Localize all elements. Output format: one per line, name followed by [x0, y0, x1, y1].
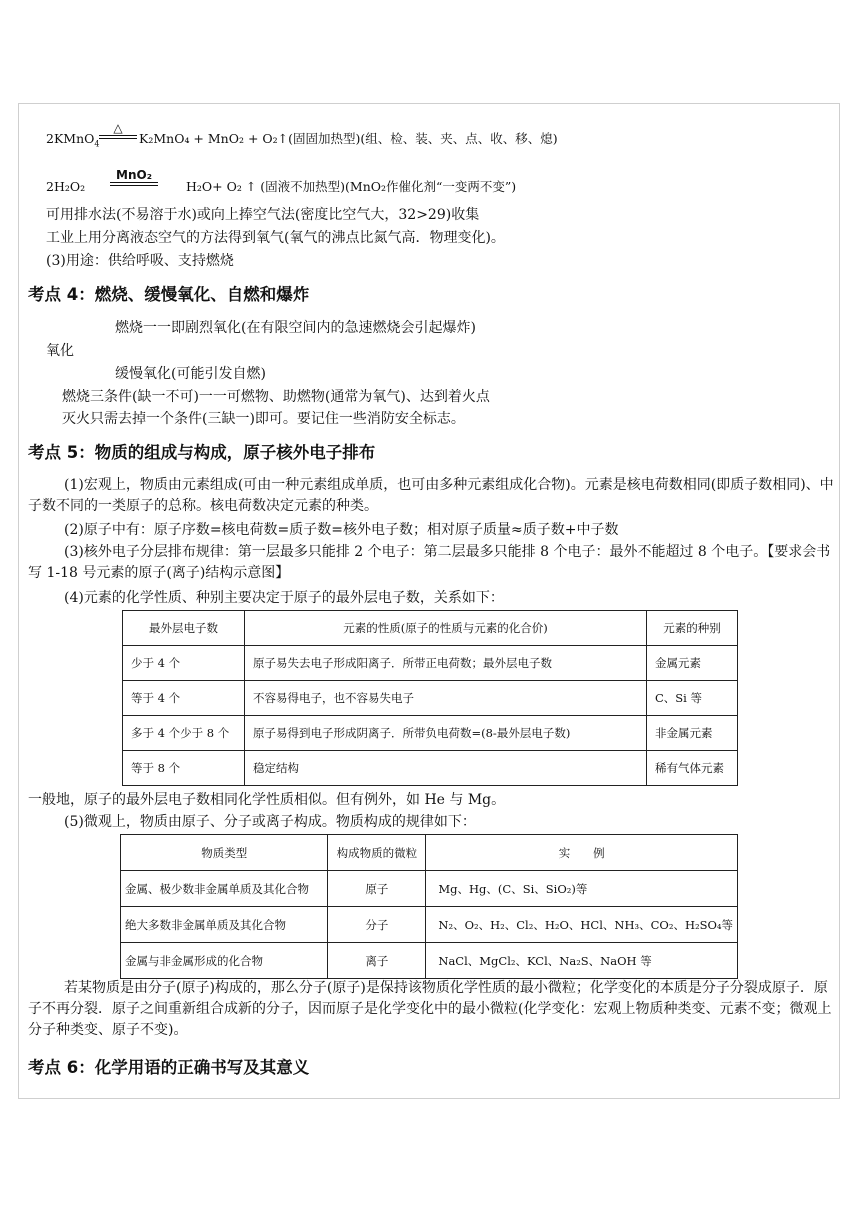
table-header: 元素的性质(原子的性质与元素的化合价)	[245, 611, 647, 646]
table-cell: 少于 4 个	[123, 646, 245, 681]
table-cell: C、Si 等	[647, 681, 738, 716]
combustion-definition: 燃烧一一即剧烈氧化(在有限空间内的急速燃烧会引起爆炸)	[115, 320, 476, 336]
table-row	[123, 716, 738, 751]
table-cell: 原子	[328, 871, 426, 907]
combustion-conditions: 燃烧三条件(缺一不可)一一可燃物、助燃物(通常为氧气)、达到着火点	[62, 389, 490, 405]
table-cell: 分子	[328, 907, 426, 943]
collection-method: 可用排水法(不易溶于水)或向上捧空气法(密度比空气大，32>29)收集	[46, 207, 480, 223]
table-cell: 离子	[328, 943, 426, 979]
paragraph-5: (5)微观上，物质由原子、分子或离子构成。物质构成的规律如下：	[64, 814, 476, 830]
table-header: 元素的种别	[647, 611, 738, 646]
electron-table	[122, 610, 738, 786]
paragraph-3: (3)核外电子分层排布规律：第一层最多只能排 2 个电子：第二层最多只能排 8 个电子：最外不能超过 8 个电子。【要求会书写 1-18 号元素的原子(离子)结构示意图】	[28, 544, 831, 581]
extinguish-note: 灭火只需去掉一个条件(三缺一)即可。要记住一些消防安全标志。	[62, 411, 465, 427]
table-cell: 金属、极少数非金属单质及其化合物	[121, 871, 328, 907]
table-cell: 多于 4 个少于 8 个	[123, 716, 245, 751]
table-cell: NaCl、MgCl₂、KCl、Na₂S、NaOH 等	[426, 943, 738, 979]
slow-oxidation: 缓慢氧化(可能引发自燃)	[115, 366, 266, 382]
heading-5: 考点 5：物质的组成与构成，原子核外电子排布	[28, 443, 376, 462]
table-header: 物质类型	[121, 835, 328, 871]
table-header: 构成物质的微粒	[328, 835, 426, 871]
equation-h2o2-condition: MnO₂	[110, 168, 158, 186]
equation-kmno4-condition: △	[99, 121, 137, 139]
table-row	[121, 871, 738, 907]
table-cell: 金属与非金属形成的化合物	[121, 943, 328, 979]
paragraph-6: 若某物质是由分子(原子)构成的，那么分子(原子)是保持该物质化学性质的最小微粒；化学变化的本质是分子分裂成原子．原子不再分裂．原子之间重新组合成新的分子，因而原子是化学变化中的最小微粒(化学变化：宏观上物质种类变、元素不变；微观上分子种类变、原子不变)。	[28, 980, 832, 1038]
paragraph-1: (1)宏观上，物质由元素组成(可由一种元素组成单质，也可由多种元素组成化合物)。元素是核电荷数相同(即质子数相同)、中子数不同的一类原子的总称。核电荷数决定元素的种类。	[28, 477, 834, 514]
paragraph-general: 一般地，原子的最外层电子数相同化学性质相似。但有例外，如 He 与 Mg。	[28, 792, 506, 808]
oxidation-label: 氧化	[46, 343, 74, 359]
table-cell: 稳定结构	[245, 751, 647, 786]
equation-kmno4-right: K₂MnO₄ + MnO₂ + O₂↑(固固加热型)(组、检、装、夹、点、收、移、熄)	[139, 131, 558, 146]
equation-h2o2-right: H₂O+ O₂ ↑ (固液不加热型)(MnO₂作催化剂“一变两不变”)	[186, 179, 517, 194]
table-row	[121, 907, 738, 943]
table-cell: 等于 4 个	[123, 681, 245, 716]
table-cell: 绝大多数非金属单质及其化合物	[121, 907, 328, 943]
structure-table	[120, 834, 738, 979]
equation-h2o2-left: 2H₂O₂	[46, 179, 86, 194]
table-row	[123, 751, 738, 786]
table-cell: 非金属元素	[647, 716, 738, 751]
table-cell: Mg、Hg、(C、Si、SiO₂)等	[426, 871, 738, 907]
table-row	[121, 943, 738, 979]
table-cell: 等于 8 个	[123, 751, 245, 786]
industrial-oxygen: 工业上用分离液态空气的方法得到氧气(氧气的沸点比氮气高．物理变化)。	[46, 230, 505, 246]
oxygen-uses: (3)用途：供给呼吸、支持燃烧	[46, 253, 234, 269]
table-row	[123, 646, 738, 681]
table-header: 实 例	[426, 835, 738, 871]
heading-6: 考点 6：化学用语的正确书写及其意义	[28, 1058, 310, 1077]
table-cell: 原子易得到电子形成阴离子．所带负电荷数=(8-最外层电子数)	[245, 716, 647, 751]
table-cell: N₂、O₂、H₂、Cl₂、H₂O、HCl、NH₃、CO₂、H₂SO₄等	[426, 907, 738, 943]
table-cell: 不容易得电子，也不容易失电子	[245, 681, 647, 716]
paragraph-4: (4)元素的化学性质、种别主要决定于原子的最外层电子数，关系如下：	[64, 590, 504, 606]
heading-4: 考点 4：燃烧、缓慢氧化、自燃和爆炸	[28, 285, 310, 304]
table-header-row	[121, 835, 738, 871]
table-row	[123, 681, 738, 716]
table-cell: 原子易失去电子形成阳离子．所带正电荷数；最外层电子数	[245, 646, 647, 681]
equation-kmno4-left: 2KMnO$_4$	[46, 131, 100, 149]
paragraph-2: (2)原子中有：原子序数=核电荷数=质子数=核外电子数；相对原子质量≈质子数+中子数	[64, 522, 619, 538]
table-cell: 金属元素	[647, 646, 738, 681]
table-header: 最外层电子数	[123, 611, 245, 646]
table-cell: 稀有气体元素	[647, 751, 738, 786]
table-header-row	[123, 611, 738, 646]
